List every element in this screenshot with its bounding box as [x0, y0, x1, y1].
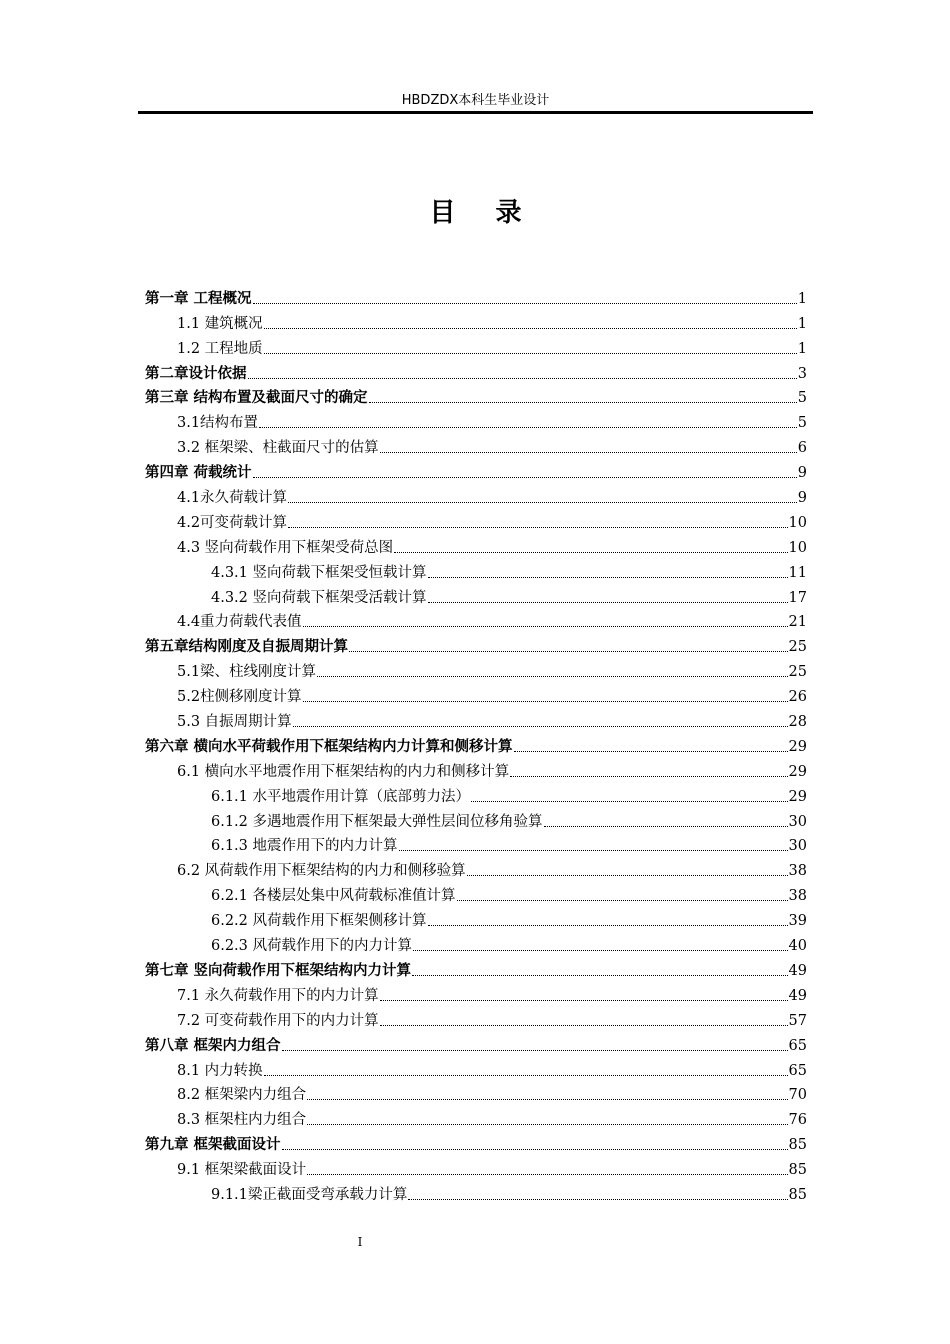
- toc-entry-label: 3.1结构布置: [177, 415, 259, 432]
- dot-leader: [282, 1049, 788, 1051]
- dot-leader: [288, 501, 797, 503]
- toc-entry[interactable]: [145, 833, 807, 858]
- toc-entry[interactable]: [145, 459, 807, 484]
- toc-entry-label: 第四章 荷载统计: [145, 465, 252, 482]
- dot-leader: [457, 899, 788, 901]
- toc-entry-page: 1: [797, 340, 807, 357]
- dot-leader: [380, 999, 788, 1001]
- toc-entry[interactable]: [145, 1131, 807, 1156]
- dot-leader: [307, 1123, 787, 1125]
- dot-leader: [248, 377, 797, 379]
- dot-leader: [467, 874, 788, 876]
- toc-entry-page: 1: [797, 315, 807, 332]
- toc-entry-label: 第七章 竖向荷载作用下框架结构内力计算: [145, 962, 412, 979]
- dot-leader: [288, 526, 787, 528]
- toc-entry-page: 29: [788, 738, 807, 755]
- dot-leader: [303, 700, 788, 702]
- toc-entry-label: 4.4重力荷载代表值: [177, 614, 302, 631]
- toc-entry-page: 3: [797, 365, 807, 382]
- toc-entry[interactable]: [145, 385, 807, 410]
- dot-leader: [544, 825, 788, 827]
- dot-leader: [413, 949, 788, 951]
- toc-entry-label: 第一章 工程概况: [145, 290, 252, 307]
- toc-entry-page: 6: [797, 440, 807, 457]
- dot-leader: [349, 650, 788, 652]
- toc-entry-page: 5: [797, 390, 807, 407]
- toc-entry-label: 8.1 内力转换: [177, 1062, 263, 1079]
- toc-entry-label: 4.3.1 竖向荷载下框架受恒载计算: [211, 564, 427, 581]
- dot-leader: [412, 974, 788, 976]
- toc-title: 目录: [429, 198, 562, 228]
- toc-entry-page: 17: [788, 589, 807, 606]
- toc-entry-page: 30: [788, 838, 807, 855]
- dot-leader: [510, 775, 787, 777]
- toc-entry[interactable]: [145, 1007, 807, 1032]
- toc-entry[interactable]: [145, 982, 807, 1007]
- dot-leader: [307, 1098, 787, 1100]
- toc-entry[interactable]: [145, 633, 807, 658]
- toc-entry-label: 1.2 工程地质: [177, 340, 263, 357]
- toc-entry-page: 9: [797, 465, 807, 482]
- toc-entry-page: 29: [788, 763, 807, 780]
- toc-entry-label: 9.1.1梁正截面受弯承载力计算: [211, 1186, 408, 1203]
- dot-leader: [428, 924, 788, 926]
- toc-entry-page: 30: [788, 813, 807, 830]
- toc-entry-label: 第二章设计依据: [145, 365, 247, 382]
- toc-entry-page: 85: [788, 1162, 807, 1179]
- toc-entry[interactable]: [145, 1181, 807, 1206]
- toc-entry-page: 25: [788, 639, 807, 656]
- dot-leader: [408, 1198, 787, 1200]
- toc-entry-page: 10: [788, 514, 807, 531]
- toc-entry-label: 6.1.1 水平地震作用计算（底部剪力法）: [211, 788, 471, 805]
- dot-leader: [293, 725, 788, 727]
- toc-entry[interactable]: [145, 434, 807, 459]
- toc-entry-label: 6.1 横向水平地震作用下框架结构的内力和侧移计算: [177, 763, 510, 780]
- toc-entry[interactable]: [145, 733, 807, 758]
- toc-entry[interactable]: [145, 360, 807, 385]
- dot-leader: [514, 750, 788, 752]
- dot-leader: [380, 451, 797, 453]
- toc-entry[interactable]: [145, 882, 807, 907]
- dot-leader: [380, 1024, 788, 1026]
- toc-entry-label: 5.3 自振周期计算: [177, 714, 292, 731]
- toc-entry-page: 28: [788, 714, 807, 731]
- dot-leader: [282, 1148, 788, 1150]
- table-of-contents: [145, 285, 807, 1206]
- toc-entry-page: 25: [788, 664, 807, 681]
- toc-entry-page: 65: [788, 1037, 807, 1054]
- toc-entry[interactable]: [145, 559, 807, 584]
- toc-entry-label: 5.1梁、柱线刚度计算: [177, 664, 317, 681]
- toc-entry-label: 7.1 永久荷载作用下的内力计算: [177, 987, 379, 1004]
- toc-entry[interactable]: [145, 907, 807, 932]
- toc-entry-page: 76: [788, 1112, 807, 1129]
- toc-entry[interactable]: [145, 484, 807, 509]
- toc-entry[interactable]: [145, 584, 807, 609]
- dot-leader: [253, 302, 797, 304]
- dot-leader: [253, 476, 797, 478]
- toc-entry[interactable]: [145, 285, 807, 310]
- dot-leader: [317, 675, 787, 677]
- dot-leader: [399, 849, 788, 851]
- toc-entry-label: 8.2 框架梁内力组合: [177, 1087, 307, 1104]
- dot-leader: [471, 800, 788, 802]
- toc-entry[interactable]: [145, 335, 807, 360]
- toc-entry[interactable]: [145, 808, 807, 833]
- toc-entry[interactable]: [145, 932, 807, 957]
- toc-entry-label: 7.2 可变荷载作用下的内力计算: [177, 1012, 379, 1029]
- toc-entry[interactable]: [145, 1082, 807, 1107]
- toc-entry-page: 21: [788, 614, 807, 631]
- toc-entry[interactable]: [145, 1032, 807, 1057]
- toc-entry[interactable]: [145, 509, 807, 534]
- toc-entry-label: 6.2.3 风荷载作用下的内力计算: [211, 938, 413, 955]
- toc-entry-label: 第九章 框架截面设计: [145, 1137, 281, 1154]
- toc-entry-label: 6.2.1 各楼层处集中风荷载标准值计算: [211, 888, 456, 905]
- toc-entry[interactable]: [145, 1156, 807, 1181]
- toc-entry-page: 49: [788, 962, 807, 979]
- dot-leader: [394, 551, 787, 553]
- toc-entry-page: 1: [797, 290, 807, 307]
- toc-entry-label: 9.1 框架梁截面设计: [177, 1162, 307, 1179]
- toc-entry-page: 70: [788, 1087, 807, 1104]
- toc-entry-label: 第五章结构刚度及自振周期计算: [145, 639, 348, 656]
- toc-entry-label: 第六章 横向水平荷载作用下框架结构内力计算和侧移计算: [145, 738, 513, 755]
- toc-entry-page: 9: [797, 490, 807, 507]
- page-number: I: [357, 1235, 363, 1249]
- toc-entry-label: 第八章 框架内力组合: [145, 1037, 281, 1054]
- toc-entry-label: 3.2 框架梁、柱截面尺寸的估算: [177, 440, 379, 457]
- toc-entry[interactable]: [145, 857, 807, 882]
- toc-entry-label: 4.2可变荷载计算: [177, 514, 288, 531]
- toc-entry-page: 40: [788, 938, 807, 955]
- toc-entry-page: 85: [788, 1137, 807, 1154]
- toc-entry-page: 5: [797, 415, 807, 432]
- toc-entry-page: 39: [788, 913, 807, 930]
- toc-entry-label: 1.1 建筑概况: [177, 315, 263, 332]
- toc-entry[interactable]: [145, 708, 807, 733]
- toc-entry-page: 38: [788, 863, 807, 880]
- toc-entry-label: 第三章 结构布置及截面尺寸的确定: [145, 390, 368, 407]
- dot-leader: [428, 576, 788, 578]
- toc-entry-page: 10: [788, 539, 807, 556]
- toc-entry[interactable]: [145, 783, 807, 808]
- toc-entry[interactable]: [145, 609, 807, 634]
- toc-entry-label: 6.2 风荷载作用下框架结构的内力和侧移验算: [177, 863, 466, 880]
- toc-entry-label: 6.1.3 地震作用下的内力计算: [211, 838, 398, 855]
- toc-entry[interactable]: [145, 683, 807, 708]
- toc-entry-page: 29: [788, 788, 807, 805]
- dot-leader: [264, 352, 797, 354]
- dot-leader: [264, 327, 797, 329]
- toc-entry[interactable]: [145, 534, 807, 559]
- toc-entry[interactable]: [145, 758, 807, 783]
- dot-leader: [307, 1173, 787, 1175]
- dot-leader: [259, 426, 797, 428]
- header-rule: [138, 111, 813, 114]
- toc-entry-label: 4.3.2 竖向荷载下框架受活载计算: [211, 589, 427, 606]
- dot-leader: [369, 401, 797, 403]
- toc-entry-page: 11: [788, 564, 807, 581]
- running-header: HBDZDX本科生毕业设计: [401, 93, 550, 108]
- toc-entry-page: 57: [788, 1012, 807, 1029]
- toc-entry-page: 38: [788, 888, 807, 905]
- toc-entry[interactable]: [145, 957, 807, 982]
- toc-entry-page: 85: [788, 1186, 807, 1203]
- toc-entry-page: 65: [788, 1062, 807, 1079]
- toc-entry[interactable]: [145, 409, 807, 434]
- toc-entry-label: 4.3 竖向荷载作用下框架受荷总图: [177, 539, 394, 556]
- toc-entry-label: 6.1.2 多遇地震作用下框架最大弹性层间位移角验算: [211, 813, 543, 830]
- dot-leader: [428, 601, 788, 603]
- dot-leader: [264, 1074, 788, 1076]
- toc-entry-page: 26: [788, 689, 807, 706]
- toc-entry-label: 4.1永久荷载计算: [177, 490, 288, 507]
- toc-entry[interactable]: [145, 658, 807, 683]
- dot-leader: [303, 625, 788, 627]
- toc-entry-label: 8.3 框架柱内力组合: [177, 1112, 307, 1129]
- toc-entry-label: 5.2柱侧移刚度计算: [177, 689, 302, 706]
- toc-entry[interactable]: [145, 1057, 807, 1082]
- toc-entry-page: 49: [788, 987, 807, 1004]
- toc-entry-label: 6.2.2 风荷载作用下框架侧移计算: [211, 913, 427, 930]
- toc-entry[interactable]: [145, 310, 807, 335]
- toc-entry[interactable]: [145, 1106, 807, 1131]
